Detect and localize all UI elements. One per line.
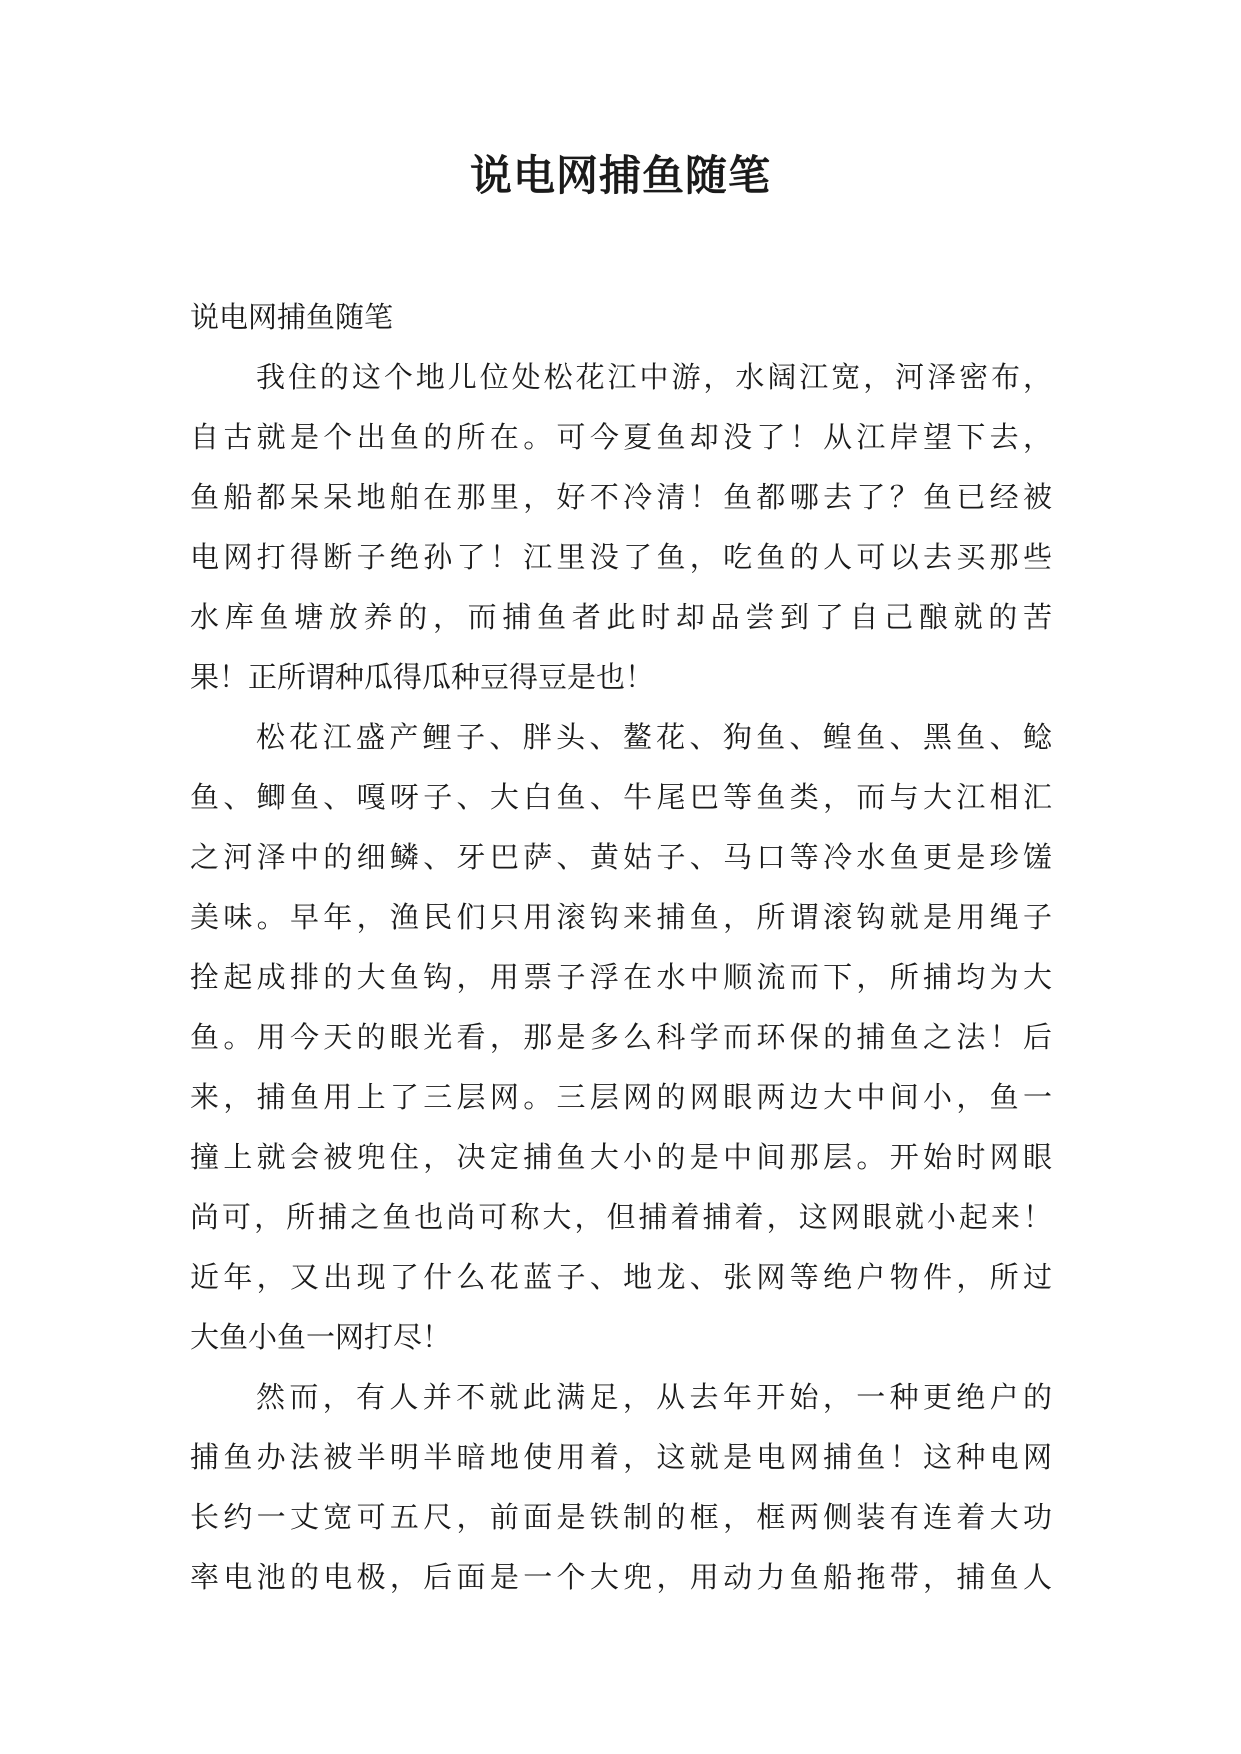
paragraph-2-line-3: 之河泽中的细鳞、牙巴萨、黄姑子、马口等冷水鱼更是珍馐 [190, 840, 1052, 874]
paragraph-2-line-4: 美味。早年，渔民们只用滚钩来捕鱼，所谓滚钩就是用绳子 [190, 900, 1052, 934]
document-body [190, 287, 1052, 1607]
paragraph-2-line-11: 大鱼小鱼一网打尽！ [190, 1320, 452, 1354]
paragraph-2-line-1: 松花江盛产鲤子、胖头、鳌花、狗鱼、鳇鱼、黑鱼、鲶 [256, 720, 1052, 754]
paragraph-1-line-1: 我住的这个地儿位处松花江中游，水阔江宽，河泽密布， [256, 360, 1052, 394]
paragraph-3-line-4: 率电池的电极，后面是一个大兜，用动力鱼船拖带，捕鱼人 [190, 1560, 1052, 1594]
subtitle-line: 说电网捕鱼随笔 [190, 300, 394, 334]
paragraph-2-line-7: 来，捕鱼用上了三层网。三层网的网眼两边大中间小，鱼一 [190, 1080, 1052, 1114]
paragraph-2-line-8: 撞上就会被兜住，决定捕鱼大小的是中间那层。开始时网眼 [190, 1140, 1052, 1174]
paragraph-1-line-5: 水库鱼塘放养的，而捕鱼者此时却品尝到了自己酿就的苦 [190, 600, 1052, 634]
document-title: 说电网捕鱼随笔 [469, 151, 771, 200]
paragraph-2-line-6: 鱼。用今天的眼光看，那是多么科学而环保的捕鱼之法！后 [190, 1020, 1052, 1054]
paragraph-1-line-3: 鱼船都呆呆地舶在那里，好不冷清！鱼都哪去了？鱼已经被 [190, 480, 1052, 514]
paragraph-3-line-3: 长约一丈宽可五尺，前面是铁制的框，框两侧装有连着大功 [190, 1500, 1052, 1534]
paragraph-2-line-10: 近年，又出现了什么花蓝子、地龙、张网等绝户物件，所过 [190, 1260, 1052, 1294]
paragraph-3-line-2: 捕鱼办法被半明半暗地使用着，这就是电网捕鱼！这种电网 [190, 1440, 1052, 1474]
paragraph-3-line-1: 然而，有人并不就此满足，从去年开始，一种更绝户的 [256, 1380, 1052, 1414]
paragraph-2-line-5: 拴起成排的大鱼钩，用票子浮在水中顺流而下，所捕均为大 [190, 960, 1052, 994]
paragraph-1-line-6: 果！正所谓种瓜得瓜种豆得豆是也！ [190, 660, 655, 694]
paragraph-1-line-4: 电网打得断子绝孙了！江里没了鱼，吃鱼的人可以去买那些 [190, 540, 1052, 574]
paragraph-2-line-2: 鱼、鲫鱼、嘎呀子、大白鱼、牛尾巴等鱼类，而与大江相汇 [190, 780, 1052, 814]
paragraph-2-line-9: 尚可，所捕之鱼也尚可称大，但捕着捕着，这网眼就小起来！ [190, 1200, 1052, 1234]
paragraph-1-line-2: 自古就是个出鱼的所在。可今夏鱼却没了！从江岸望下去， [190, 420, 1052, 454]
